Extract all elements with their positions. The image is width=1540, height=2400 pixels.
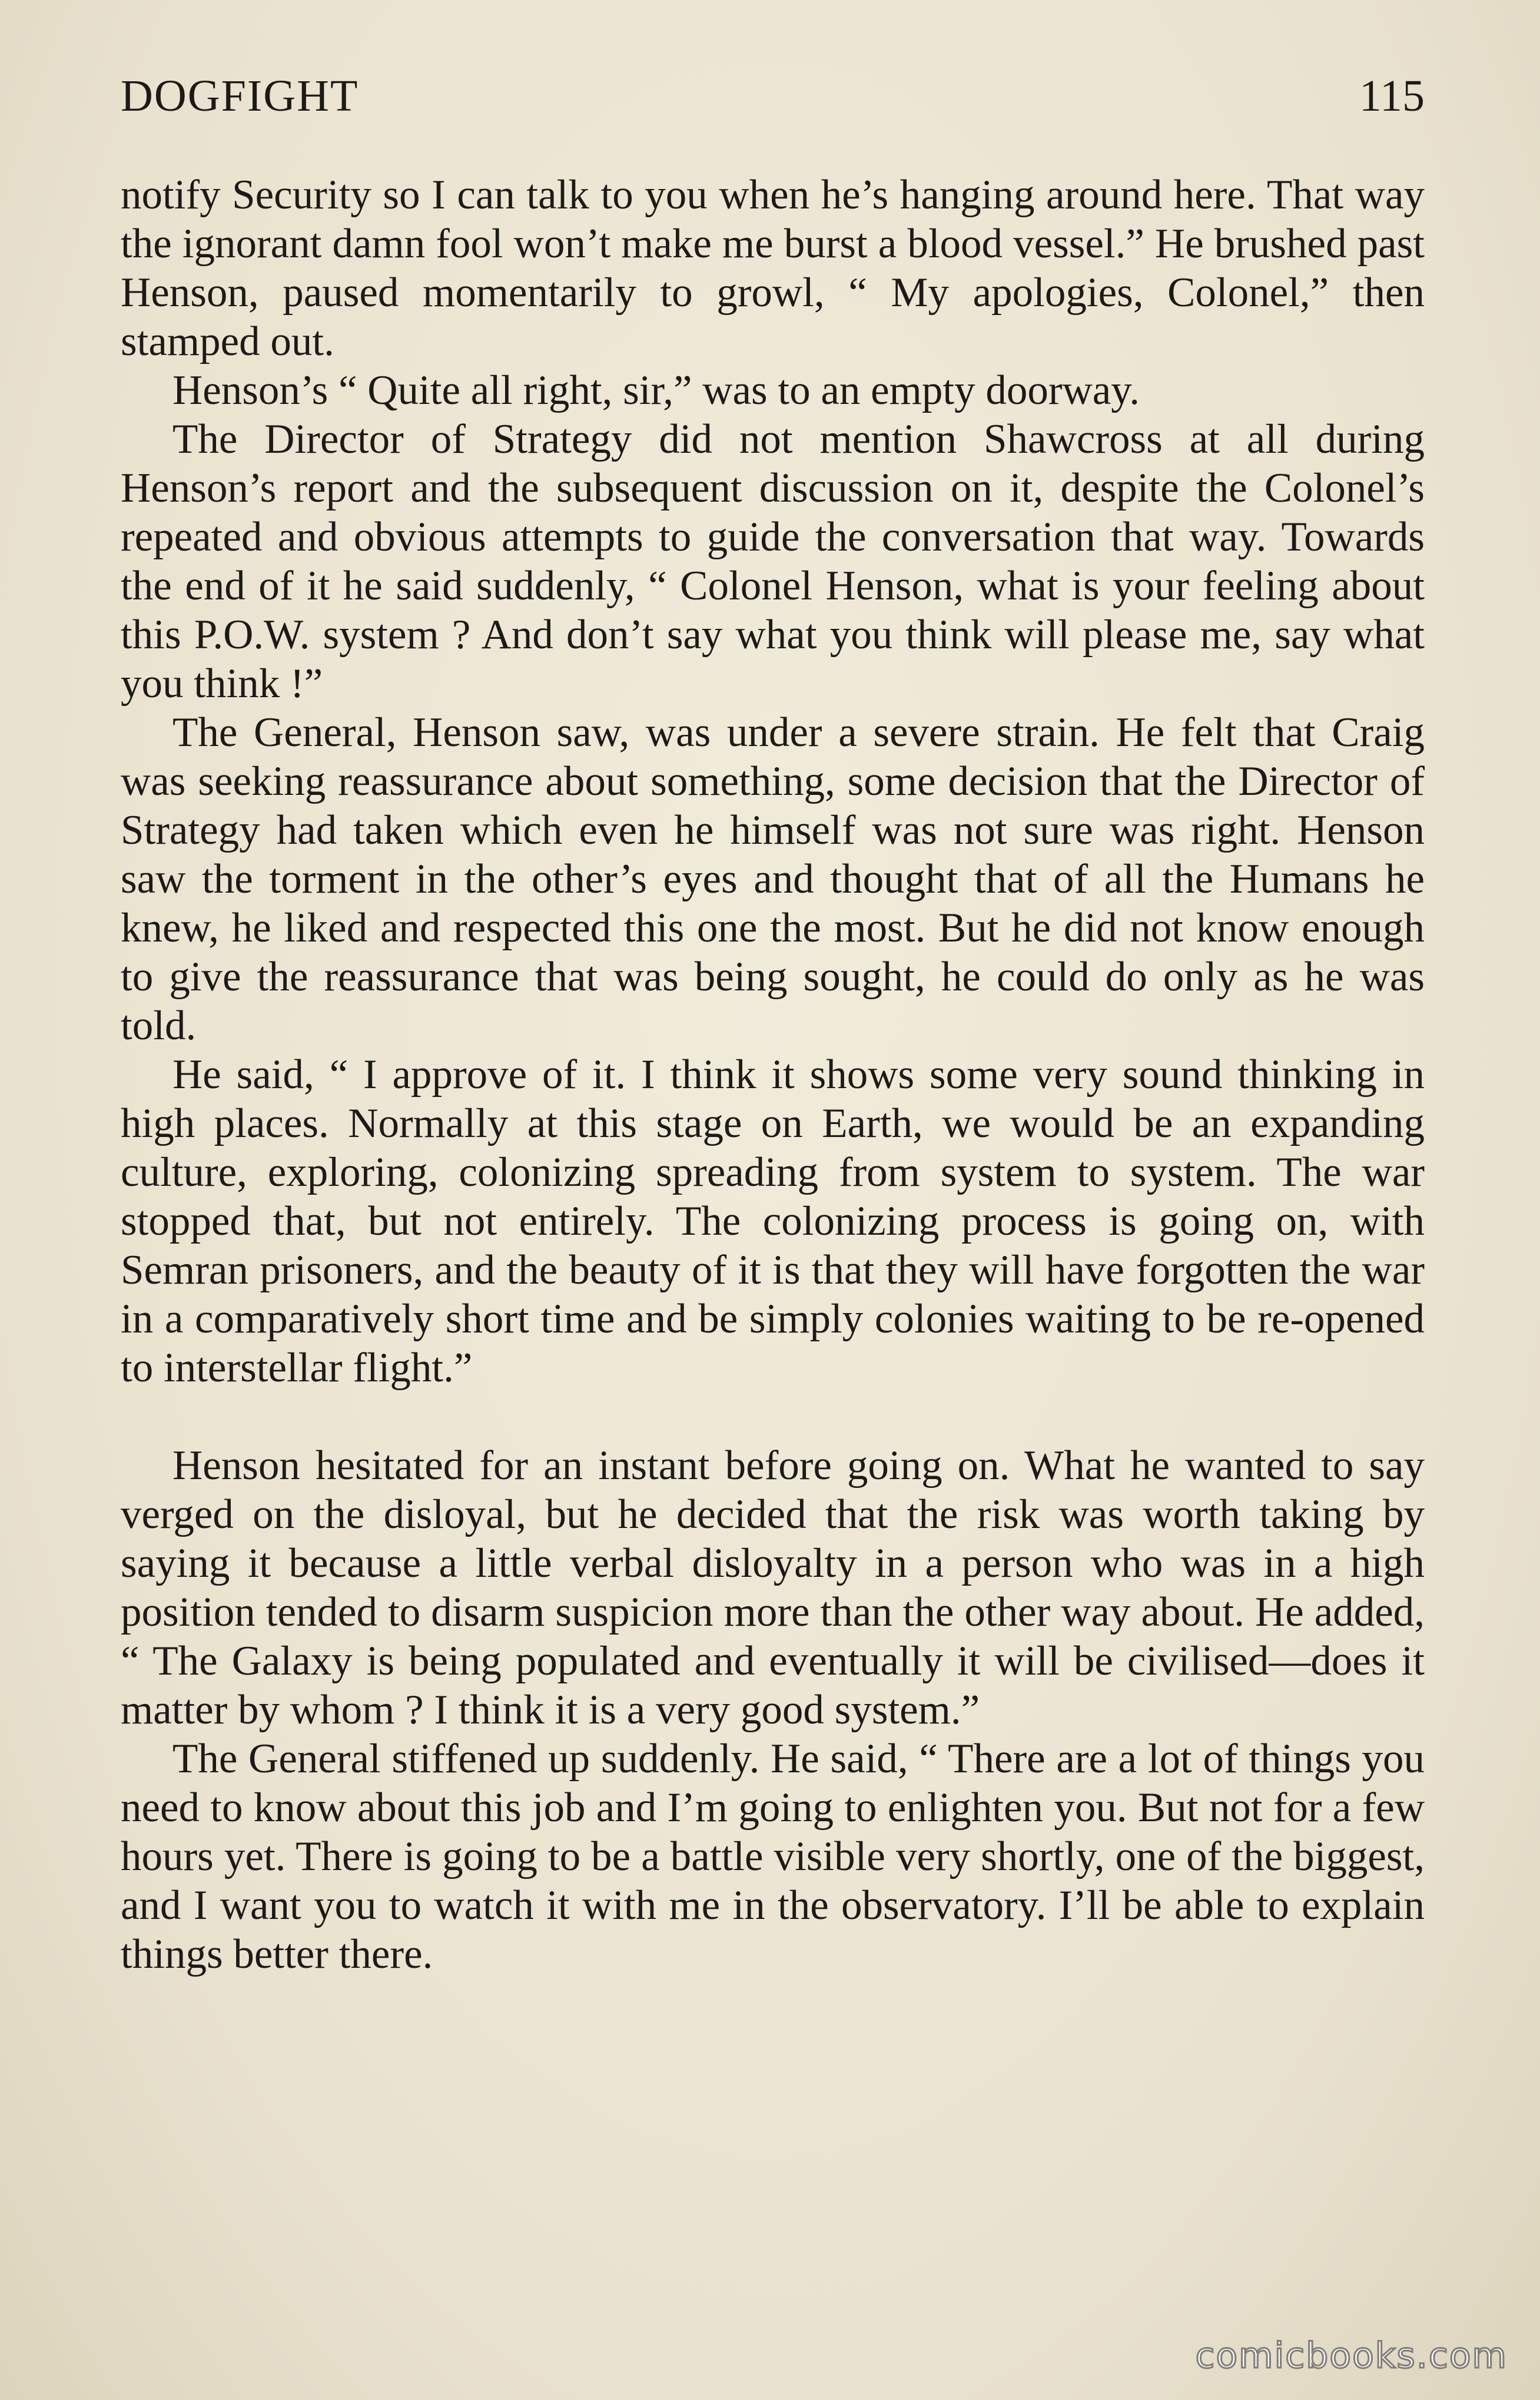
body-text bbox=[121, 171, 1425, 1979]
paragraph: notify Security so I can talk to you when he’s hanging around here. That way the ignorant damn fool won’t make me burst a blood vessel.” He brushed past Henson, paused momentarily to growl, “ My apologies, Colonel,” then stamped out. bbox=[121, 172, 1425, 364]
paragraph: Henson’s “ Quite all right, sir,” was to an empty doorway. bbox=[172, 367, 1140, 413]
paragraph: The General, Henson saw, was under a severe strain. He felt that Craig was seeking reassurance about something, some decision that the Director of Strategy had taken which even he himself was not sure was right. Henson saw the torment in the other’s eyes and thought that of all the Humans he knew, he liked and respected this one the most. But he did not know enough to give the reassurance that was being sought, he could do only as he was told. bbox=[121, 710, 1425, 1049]
paragraph: The Director of Strategy did not mention Shawcross at all during Henson’s report and the subsequent discussion on it, despite the Colonel’s repeated and obvious attempts to guide the conversation that way. Towards the end of it he said suddenly, “ Colonel Henson, what is your feeling about this P.O.W. system ? And don’t say what you think will please me, say what you think !” bbox=[121, 416, 1425, 707]
watermark: comicbooks.com bbox=[1195, 2335, 1508, 2376]
paragraph: Henson hesitated for an instant before going on. What he wanted to say verged on the disloyal, but he decided that the risk was worth taking by saying it because a little verbal disloyalty in a person who was in a high position tended to disarm suspicion more than the other way about. He added, “ The Galaxy is being populated and eventually it will be civilised—does it matter by whom ? I think it is a very good system.” bbox=[121, 1443, 1425, 1733]
chapter-title: DOGFIGHT bbox=[121, 71, 359, 121]
paragraph: He said, “ I approve of it. I think it shows some very sound thinking in high places. Normally at this stage on Earth, we would be an expanding culture, exploring, colonizing spreading from system to system. The war stopped that, but not entirely. The colonizing process is going on, with Semran prisoners, and the beauty of it is that they will have forgotten the war in a comparatively short time and be simply colonies waiting to be re-opened to interstellar flight.” bbox=[121, 1052, 1425, 1391]
paragraph: The General stiffened up suddenly. He said, “ There are a lot of things you need to know about this job and I’m going to enlighten you. But not for a few hours yet. There is going to be a battle visible very shortly, one of the biggest, and I want you to watch it with me in the observatory. I’ll be able to explain things better there. bbox=[121, 1736, 1425, 1977]
running-head bbox=[121, 71, 1425, 135]
page-number: 115 bbox=[1359, 71, 1425, 121]
